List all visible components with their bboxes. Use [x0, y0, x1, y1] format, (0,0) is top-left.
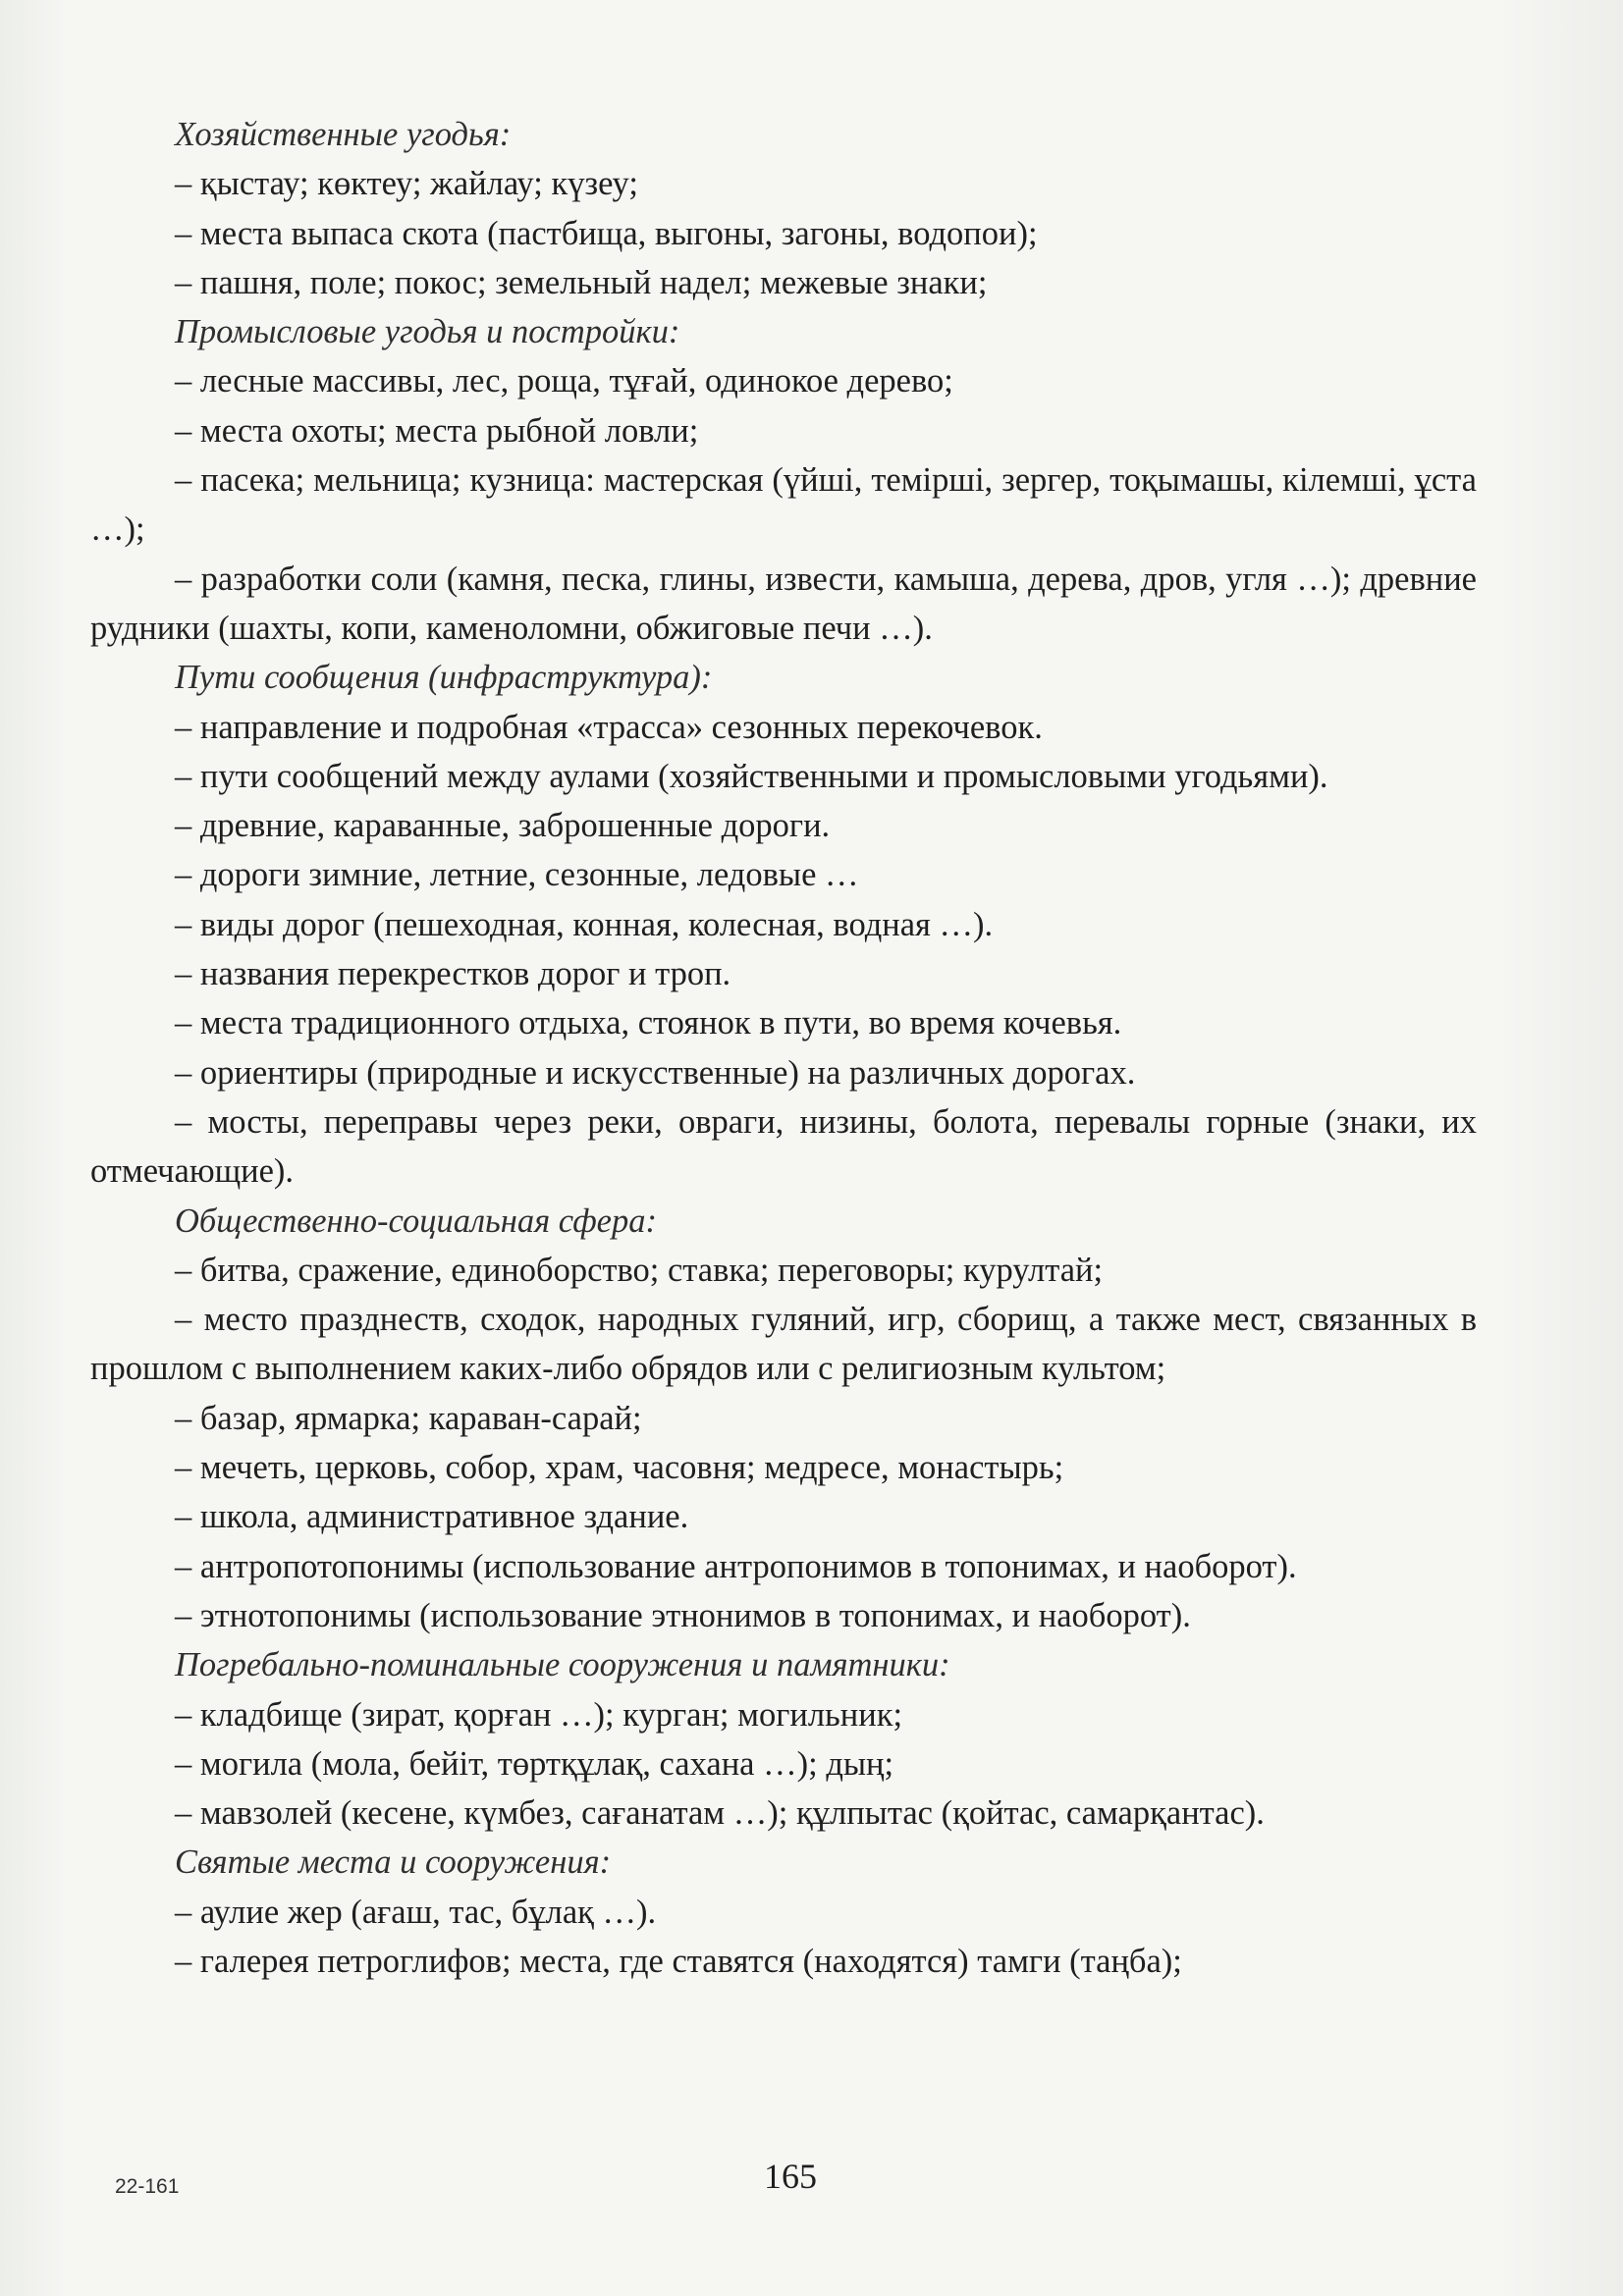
list-item: – пасека; мельница; кузница: мастерская (үйші, темірші, зергер, тоқымашы, кілемші, ұста …); [90, 461, 1477, 549]
list-item: – виды дорог (пешеходная, конная, колесная, водная …). [175, 905, 994, 943]
section-heading: Промысловые угодья и постройки: [175, 313, 680, 351]
section-heading: Пути сообщения (инфраструктура): [175, 659, 713, 697]
list-item: – мавзолей (кесене, күмбез, сағанатам …); құлпытас (қойтас, самарқантас). [175, 1794, 1265, 1833]
list-item: – ориентиры (природные и искусственные) на различных дорогах. [175, 1053, 1136, 1092]
page-number: 165 [764, 2157, 817, 2196]
list-item: – қыстау; көктеу; жайлау; күзеу; [175, 165, 638, 203]
list-item: – мечеть, церковь, собор, храм, часовня; медресе, монастырь; [175, 1449, 1064, 1487]
list-item: – древние, караванные, заброшенные дороги. [175, 807, 831, 845]
list-item: – пути сообщений между аулами (хозяйственными и промысловыми угодьями). [175, 757, 1328, 795]
list-item: – разработки соли (камня, песка, глины, извести, камыша, дерева, дров, угля …); древние рудники (шахты, копи, каменоломни, обжиговые печи …). [90, 560, 1477, 647]
list-item: – антропотопонимы (использование антропонимов в топонимах, и наоборот). [175, 1547, 1297, 1585]
list-item: – лесные массивы, лес, роща, тұғай, одинокое дерево; [175, 362, 953, 400]
list-item: – дороги зимние, летние, сезонные, ледовые … [175, 856, 859, 894]
list-item: – этнотопонимы (использование этнонимов в топонимах, и наоборот). [175, 1596, 1191, 1634]
list-item: – места охоты; места рыбной ловли; [175, 411, 699, 450]
list-item: – мосты, переправы через реки, овраги, низины, болота, перевалы горные (знаки, их отмечающие). [90, 1102, 1477, 1191]
page-body-text [90, 110, 1477, 1986]
list-item: – места выпаса скота (пастбища, выгоны, загоны, водопои); [175, 214, 1038, 252]
list-item: – битва, сражение, единоборство; ставка; переговоры; курултай; [175, 1251, 1104, 1289]
section-heading: Общественно-социальная сфера: [175, 1201, 657, 1240]
list-item: – школа, административное здание. [175, 1498, 689, 1536]
list-item: – аулие жер (ағаш, тас, бұлақ …). [175, 1893, 657, 1931]
list-item: – базар, ярмарка; караван-сарай; [175, 1399, 642, 1437]
list-item: – места традиционного отдыха, стоянок в пути, во время кочевья. [175, 1004, 1122, 1042]
section-heading: Хозяйственные угодья: [175, 116, 512, 153]
list-item: – место празднеств, сходок, народных гуляний, игр, сборищ, а также мест, связанных в прошлом с выполнением каких-либо обрядов или с религиозным культом; [90, 1301, 1477, 1388]
list-item: – галерея петроглифов; места, где ставятся (находятся) тамги (таңба); [175, 1942, 1182, 1980]
section-heading: Святые места и сооружения: [175, 1843, 612, 1882]
list-item: – направление и подробная «трасса» сезонных перекочевок. [175, 708, 1043, 746]
list-item: – кладбище (зират, қорған …); курган; могильник; [175, 1695, 903, 1734]
scan-shadow-right [1495, 0, 1623, 2296]
section-heading: Погребально-поминальные сооружения и памятники: [175, 1646, 950, 1684]
list-item: – пашня, поле; покос; земельный надел; межевые знаки; [175, 263, 988, 301]
list-item: – могила (мола, бейіт, төртқұлақ, сахана …); дың; [175, 1744, 894, 1783]
print-signature-code: 22-161 [115, 2175, 180, 2198]
scan-shadow-left [0, 0, 69, 2296]
list-item: – названия перекрестков дорог и троп. [175, 955, 731, 993]
